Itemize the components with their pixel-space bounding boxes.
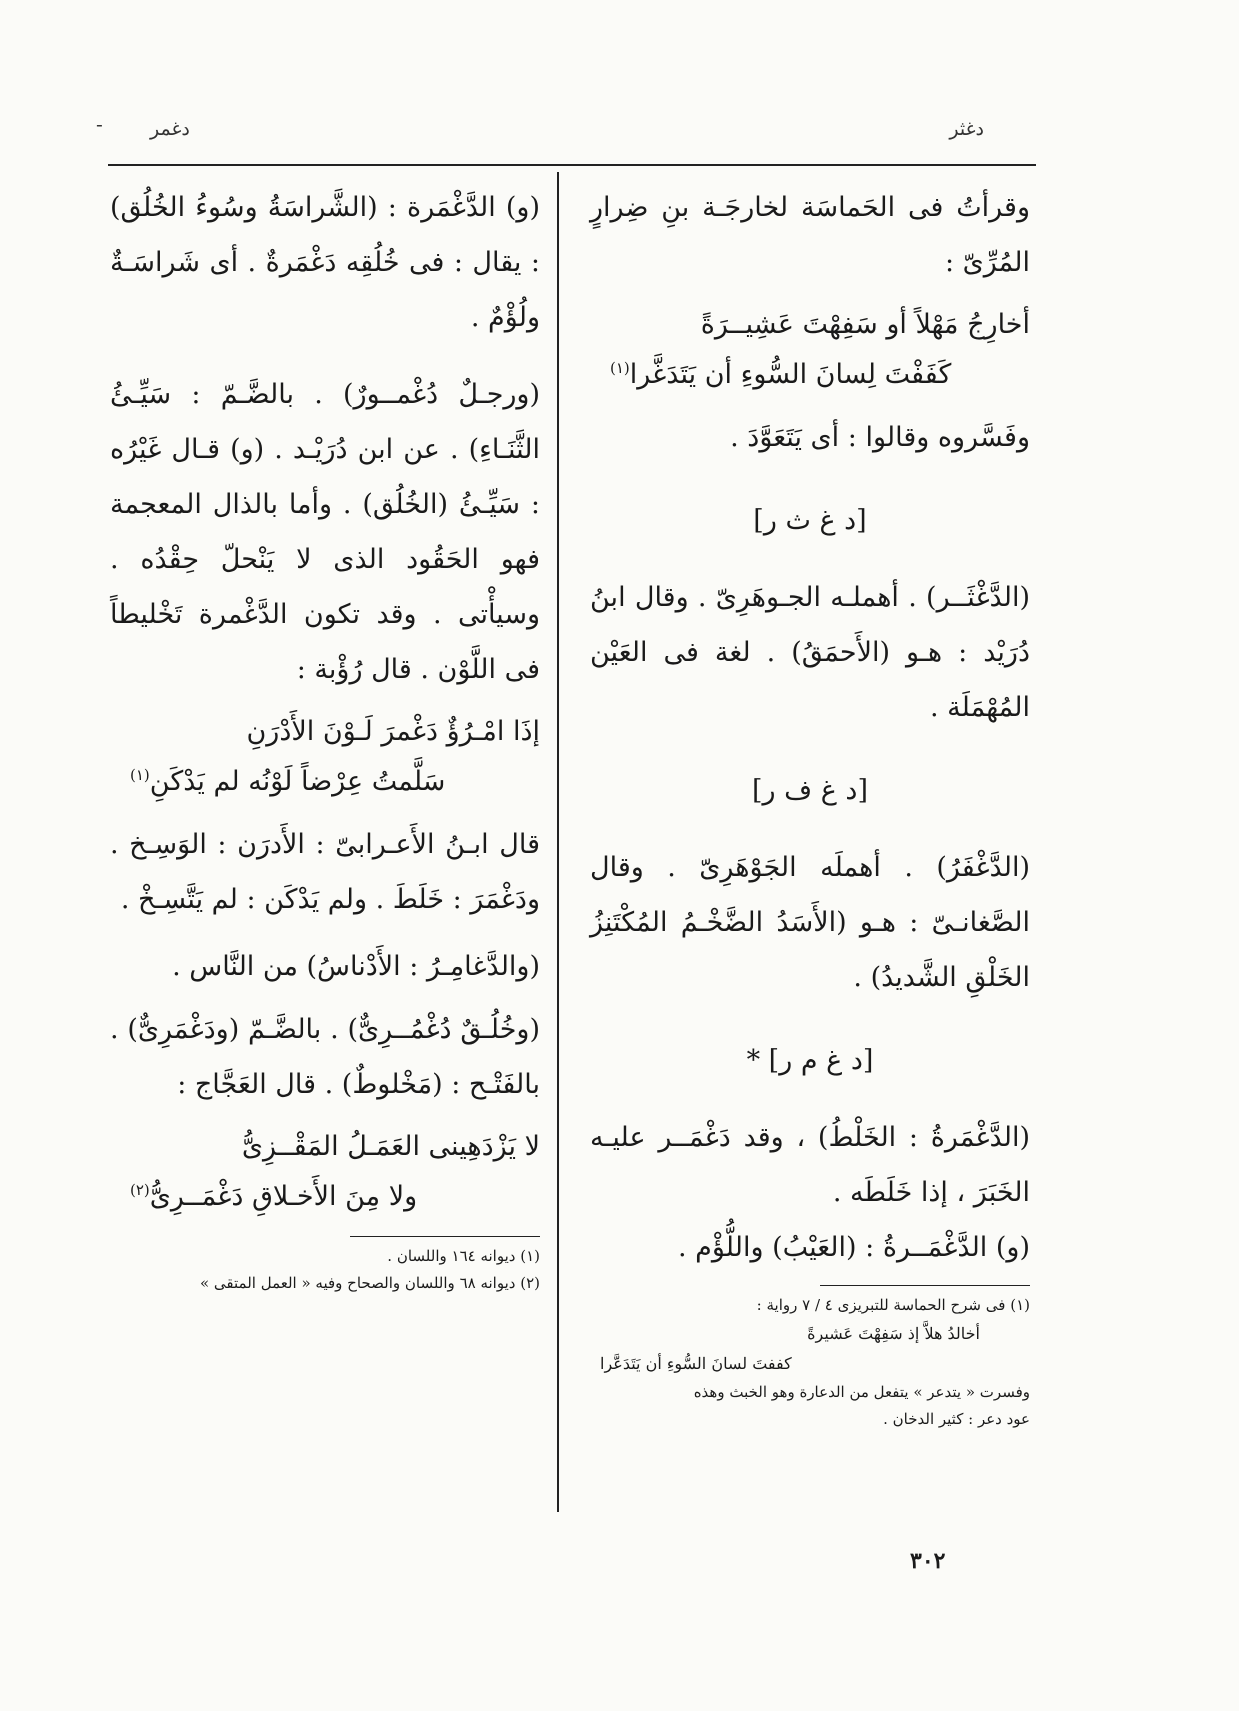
entry-text-dghmr: (الدَّغْمَرةُ : الخَلْطُ) ، وقد دَغْمَــر عليـه الخَبَرَ ، إذا خَلَطَه .	[590, 1122, 1030, 1208]
footnote-ref: (٢)	[130, 1181, 150, 1199]
page-number: ٣٠٢	[910, 1548, 946, 1574]
verse-ajjaj-line-2: ولا مِنَ الأَخـلاقِ دَغْمَــرِىُّ$^{(٢)}$	[130, 1181, 418, 1212]
footnote-right-1: (١) فى شرح الحماسة للتبريزى ٤ / ٧ رواية :	[756, 1296, 1030, 1314]
entry-text-dghthr: (الدَّغْثَــر) . أهملـه الجـوهَرِىّ . وقال ابنُ دُرَيْد : هـو (الأَحمَقُ) . لغة فى العَيْن المُهْمَلَة .	[590, 582, 1030, 723]
entry-dughmuri: (وخُلُـقٌ دُغْمُــرِىٌّ) . بالضَّـمّ (ودَغْمَرِىٌّ) . بالفَتْـح : (مَخْلوطٌ) . قال العَجَّاج :	[110, 1014, 540, 1100]
footnote-right-2: وفسرت « يتدعر » يتفعل من الدعارة وهو الخبث وهذه	[693, 1383, 1030, 1401]
entry-sharasa: (و) الدَّغْمَرة : (الشَّراسَةُ وسُوءُ الخُلُق) : يقال : فى خُلُقِه دَغْمَرةٌ . أى شَراسَـةٌ ولُؤْمٌ .	[110, 192, 540, 333]
verse-ruba-line-1: إذَا امْـرُؤٌ دَغْمرَ لَـوْنَ الأَدْرَنِ	[246, 716, 540, 747]
footnote-verse	[590, 1319, 1030, 1379]
footnote-rule-right	[820, 1285, 1030, 1286]
running-head-left: دغمر	[150, 118, 190, 140]
running-head-right: دغثر	[949, 118, 984, 140]
footnote-ref: (١)	[130, 766, 150, 784]
gloss-text: وفَسَّروه وقالوا : أى يَتَعَوَّدَ .	[730, 422, 1030, 453]
entry-heading-dghmr: [د غ م ر] *	[746, 1045, 874, 1076]
verse-ruba-line-2: سَلَّمتُ عِرْضاً لَوْنُه لم يَدْكَنِ$^{(١)}$	[130, 766, 446, 797]
footnote-left-2: (٢) ديوانه ٦٨ واللسان والصحاح وفيه « العمل المتقى »	[199, 1274, 540, 1292]
footnote-verse-line-1: أخالدُ هلاَّ إذ سَفِهْتَ عَشيرةً	[807, 1324, 980, 1343]
entry-heading-dghfr: [د غ ف ر]	[752, 775, 868, 806]
verse-ajjaj-line-1: لا يَزْدَهِينى العَمَـلُ المَقْــزِىُّ	[241, 1131, 540, 1162]
footnote-rule-left	[350, 1236, 540, 1237]
footnote-ref: (١)	[610, 359, 630, 377]
left-column	[110, 180, 540, 1297]
running-head-dash: -	[96, 112, 103, 136]
entry-text-dghmr-2: (و) الدَّغْمَــرةُ : (العَيْبُ) واللُّؤْم .	[677, 1232, 1030, 1263]
verse-hamasa	[590, 300, 1030, 400]
entry-dughmur: (ورجـلٌ دُغْمــورٌ) . بالضَّـمّ : سَيِّـئُ الثَّنَـاءِ) . عن ابن دُرَيْـد . (و) قـال غَيْرُه : سَيِّـئُ (الخُلُق) . وأما بالذال المعجمة فهو الحَقُود الذى لا يَنْحلّ حِقْدُه . وسيأْتى . وقد تكون الدَّغْمرة تَخْليطاً فى اللَّوْن . قال رُؤْبة :	[110, 379, 540, 685]
verse-line-2: كَفَفْتَ لِسانَ السُّوءِ أن يَتَدَغَّرا$^{(١)}$	[610, 359, 952, 390]
intro-text: وقرأتُ فى الحَماسَة لخارجَـة بنِ ضِرارٍ المُرِّىّ :	[590, 192, 1030, 278]
entry-daghamir: (والدَّغامِـرُ : الأَدْناسُ) من النَّاس .	[172, 951, 540, 982]
verse-ajjaj	[110, 1122, 540, 1222]
entry-ibn-arabi: قال ابـنُ الأَعـرابىّ : الأَدرَن : الوَسِـخ . ودَغْمَرَ : خَلَطَ . ولم يَدْكَن : لم يَتَّسِـخْ .	[110, 829, 540, 915]
entry-heading-dghthr: [د غ ث ر]	[753, 505, 867, 536]
column-divider	[557, 172, 559, 1512]
verse-line-1: أخارِجُ مَهْلاً أو سَفِهْتَ عَشِيــرَةً	[700, 309, 1030, 340]
verse-ruba	[110, 707, 540, 807]
entry-text-dghfr: (الدَّغْفَرُ) . أهملَه الجَوْهَرِىّ . وقال الصَّغانـىّ : هـو (الأَسَدُ الضَّخْـمُ المُكْتَنِزُ الخَلْقِ الشَّديدُ) .	[590, 852, 1030, 993]
right-column	[590, 180, 1030, 1433]
footnote-verse-line-2: كففتَ لسانَ السُّوءِ أن يَتَدَعَّرا	[600, 1354, 792, 1373]
footnote-right-3: عود دعر : كثير الدخان .	[883, 1410, 1030, 1428]
header-rule	[108, 164, 1036, 166]
footnote-left-1: (١) ديوانه ١٦٤ واللسان .	[387, 1247, 540, 1265]
